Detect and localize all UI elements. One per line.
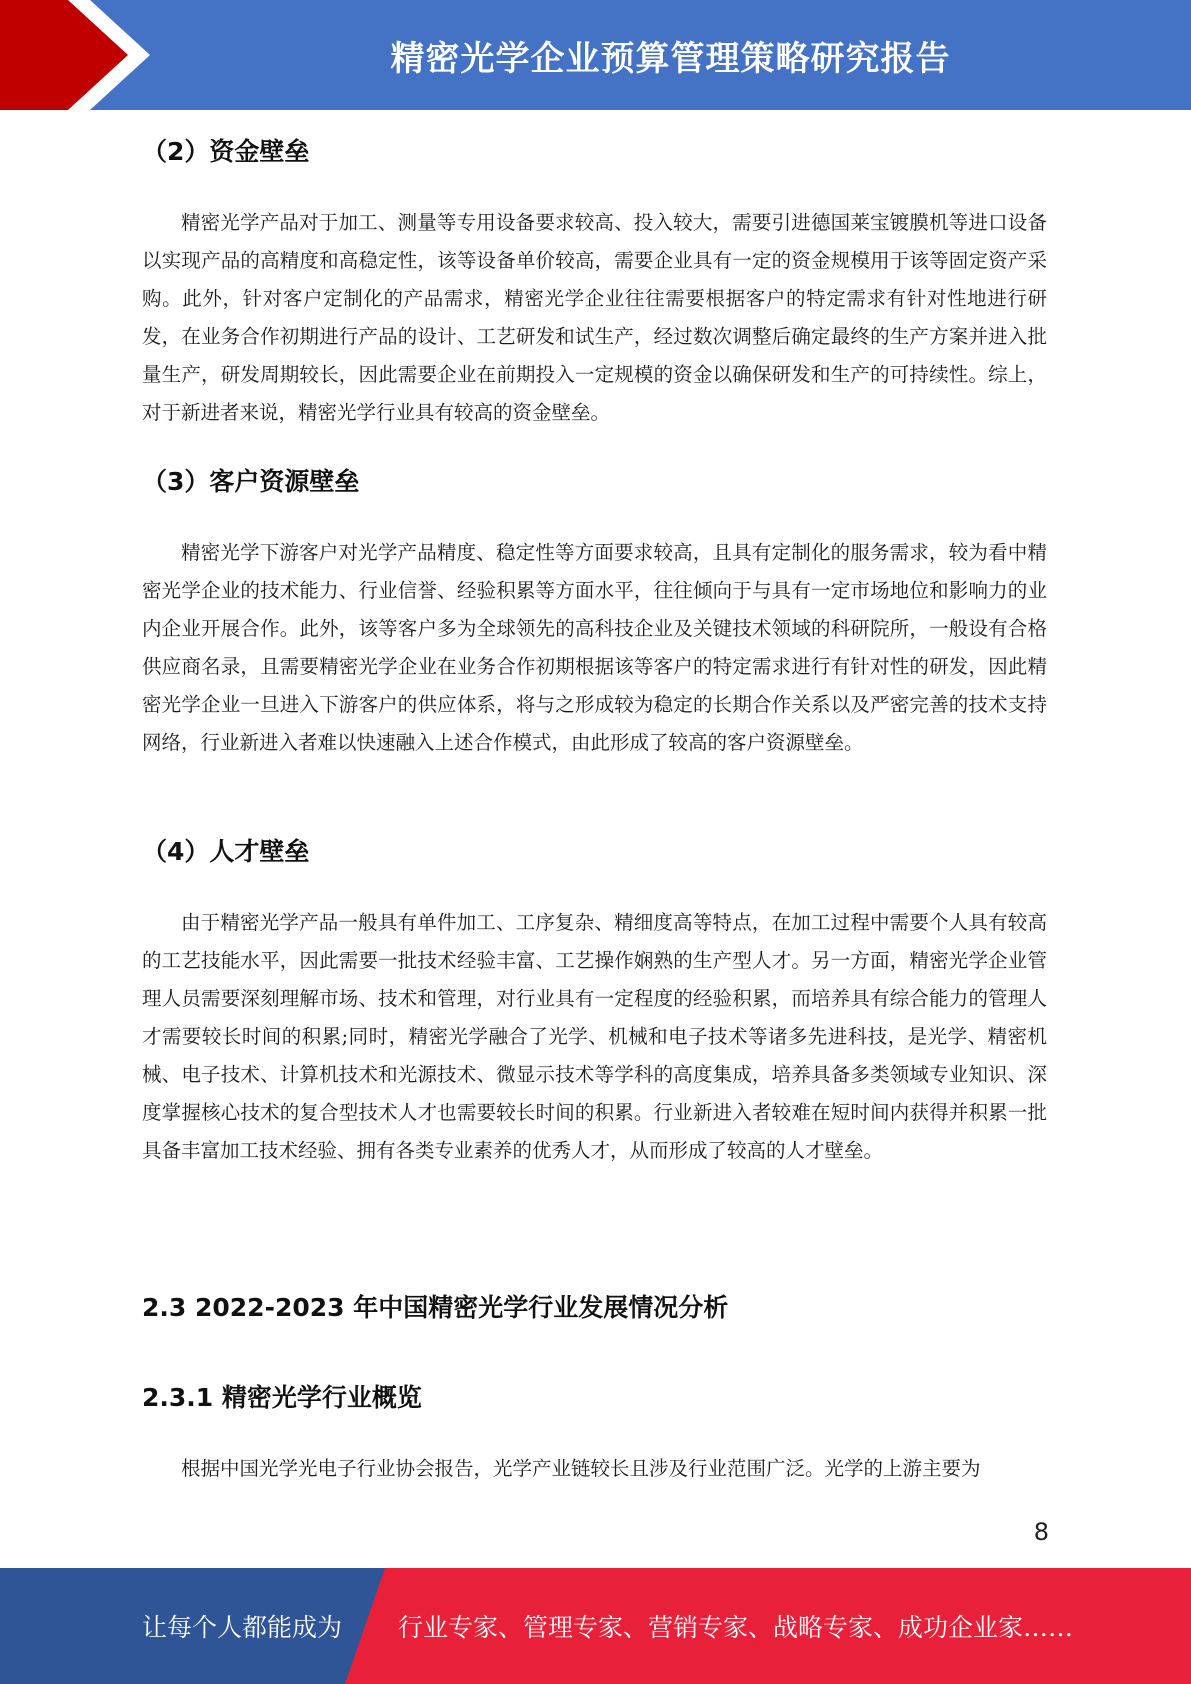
footer-slogan-right: 行业专家、管理专家、营销专家、战略专家、成功企业家……: [398, 1613, 1074, 1642]
chevron-arrow-icon: [0, 0, 160, 110]
heading-capital-barrier: （2）资金壁垒: [142, 137, 310, 166]
page-header: [0, 0, 1191, 110]
section-heading-2-3-1: 2.3.1 精密光学行业概览: [142, 1383, 422, 1412]
paragraph-talent-barrier: 由于精密光学产品一般具有单件加工、工序复杂、精细度高等特点，在加工过程中需要个人具有较高的工艺技能水平，因此需要一批技术经验丰富、工艺操作娴熟的生产型人才。另一方面，精密光学企业管理人员需要深刻理解市场、技术和管理，对行业具有一定程度的经验积累，而培养具有综合能力的管理人才需要较长时间的积累;同时，精密光学融合了光学、机械和电子技术等诸多先进科技，是光学、精密机械、电子技术、计算机技术和光源技术、微显示技术等学科的高度集成，培养具备多类领域专业知识、深度掌握核心技术的复合型技术人才也需要较长时间的积累。行业新进入者较难在短时间内获得并积累一批具备丰富加工技术经验、拥有各类专业素养的优秀人才，从而形成了较高的人才壁垒。: [142, 911, 1047, 1162]
heading-customer-barrier: （3）客户资源壁垒: [142, 467, 360, 496]
page-number: 8: [1033, 1518, 1049, 1546]
footer-slogan-left: 让每个人都能成为: [142, 1613, 343, 1642]
document-title: 精密光学企业预算管理策略研究报告: [390, 38, 951, 79]
heading-talent-barrier: （4）人才壁垒: [142, 837, 310, 866]
paragraph-capital-barrier: 精密光学产品对于加工、测量等专用设备要求较高、投入较大，需要引进德国莱宝镀膜机等进口设备以实现产品的高精度和高稳定性，该等设备单价较高，需要企业具有一定的资金规模用于该等固定资产采购。此外，针对客户定制化的产品需求，精密光学企业往往需要根据客户的特定需求有针对性地进行研发，在业务合作初期进行产品的设计、工艺研发和试生产，经过数次调整后确定最终的生产方案并进入批量生产，研发周期较长，因此需要企业在前期投入一定规模的资金以确保研发和生产的可持续性。综上，对于新进者来说，精密光学行业具有较高的资金壁垒。: [142, 211, 1047, 424]
paragraph-industry-overview: 根据中国光学光电子行业协会报告，光学产业链较长且涉及行业范围广泛。光学的上游主要为: [181, 1457, 981, 1480]
section-heading-2-3: 2.3 2022-2023 年中国精密光学行业发展情况分析: [142, 1293, 729, 1322]
paragraph-customer-barrier: 精密光学下游客户对光学产品精度、稳定性等方面要求较高，且具有定制化的服务需求，较为看中精密光学企业的技术能力、行业信誉、经验积累等方面水平，往往倾向于与具有一定市场地位和影响力的业内企业开展合作。此外，该等客户多为全球领先的高科技企业及关键技术领域的科研院所，一般设有合格供应商名录，且需要精密光学企业在业务合作初期根据该等客户的特定需求进行有针对性的研发，因此精密光学企业一旦进入下游客户的供应体系，将与之形成较为稳定的长期合作关系以及严密完善的技术支持网络，行业新进入者难以快速融入上述合作模式，由此形成了较高的客户资源壁垒。: [142, 541, 1047, 754]
page-footer: [0, 1568, 1191, 1684]
